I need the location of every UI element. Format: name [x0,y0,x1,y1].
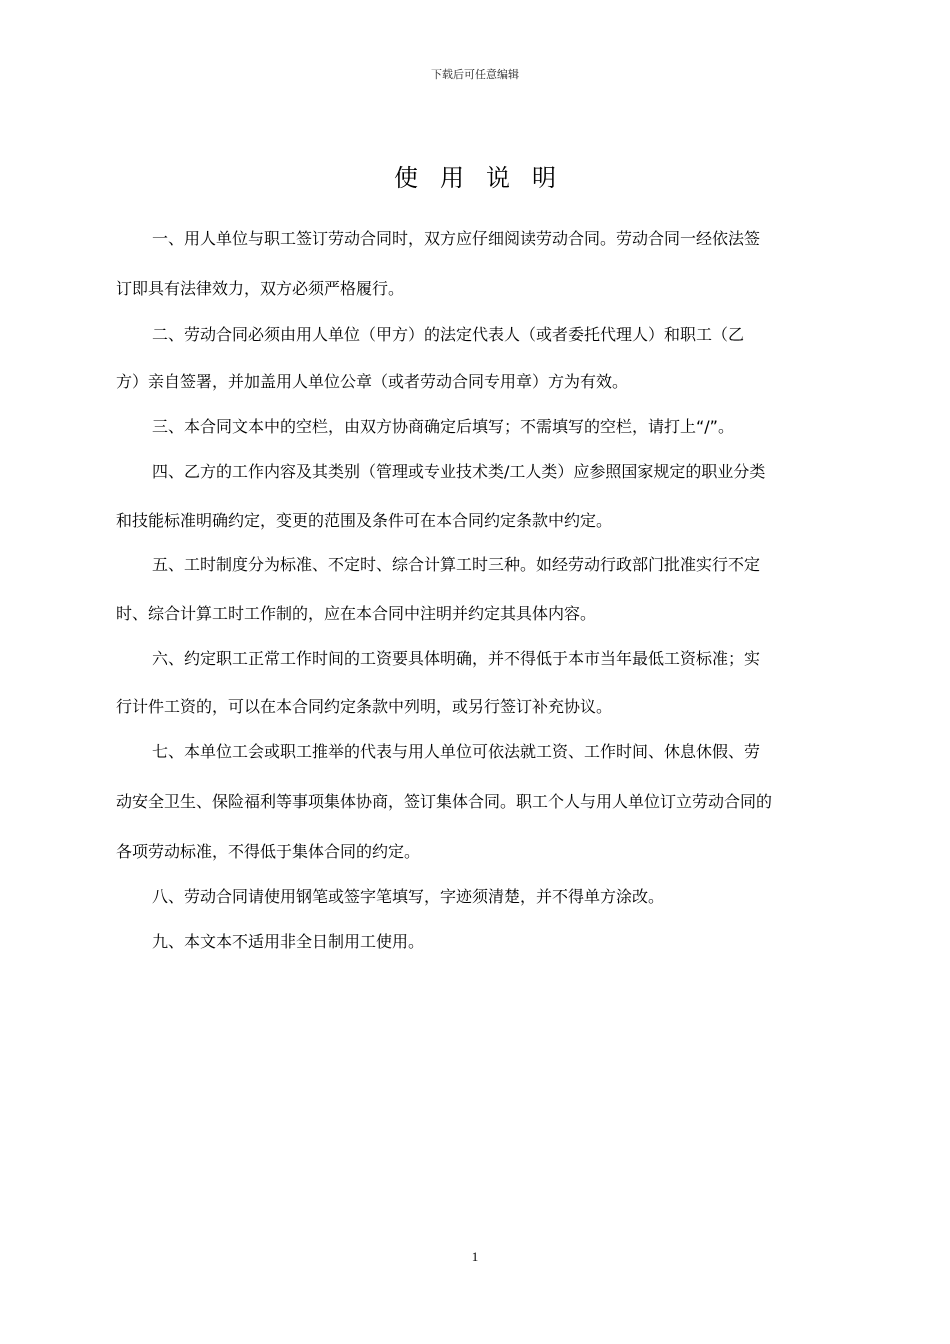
paragraph-2-line-2: 方）亲自签署，并加盖用人单位公章（或者劳动合同专用章）方为有效。 [116,372,629,391]
paragraph-1-line-1: 一、用人单位与职工签订劳动合同时，双方应仔细阅读劳动合同。劳动合同一经依法签 [152,229,761,248]
page-number: 1 [471,1249,479,1264]
paragraph-4-line-1: 四、乙方的工作内容及其类别（管理或专业技术类/工人类）应参照国家规定的职业分类 [152,462,766,481]
paragraph-7-line-1: 七、本单位工会或职工推举的代表与用人单位可依法就工资、工作时间、休息休假、劳 [152,742,761,761]
header-note: 下载后可任意编辑 [431,68,519,81]
paragraph-7-line-2: 动安全卫生、保险福利等事项集体协商，签订集体合同。职工个人与用人单位订立劳动合同的 [116,792,773,811]
paragraph-9-line-1: 九、本文本不适用非全日制用工使用。 [152,932,425,951]
paragraph-8-line-1: 八、劳动合同请使用钢笔或签字笔填写，字迹须清楚，并不得单方涂改。 [152,887,665,906]
paragraph-2-line-1: 二、劳动合同必须由用人单位（甲方）的法定代表人（或者委托代理人）和职工（乙 [152,325,745,344]
paragraph-4-line-2: 和技能标准明确约定，变更的范围及条件可在本合同约定条款中约定。 [116,511,613,530]
paragraph-3-line-1: 三、本合同文本中的空栏，由双方协商确定后填写；不需填写的空栏，请打上“/”。 [152,417,734,436]
page-title: 使用说明 [394,164,578,192]
paragraph-6-line-1: 六、约定职工正常工作时间的工资要具体明确，并不得低于本市当年最低工资标准；实 [152,649,761,668]
paragraph-5-line-2: 时、综合计算工时工作制的，应在本合同中注明并约定其具体内容。 [116,604,597,623]
paragraph-7-line-3: 各项劳动标准，不得低于集体合同的约定。 [116,842,421,861]
paragraph-1-line-2: 订即具有法律效力，双方必须严格履行。 [116,279,405,298]
paragraph-5-line-1: 五、工时制度分为标准、不定时、综合计算工时三种。如经劳动行政部门批准实行不定 [152,555,761,574]
paragraph-6-line-2: 行计件工资的，可以在本合同约定条款中列明，或另行签订补充协议。 [116,697,613,716]
